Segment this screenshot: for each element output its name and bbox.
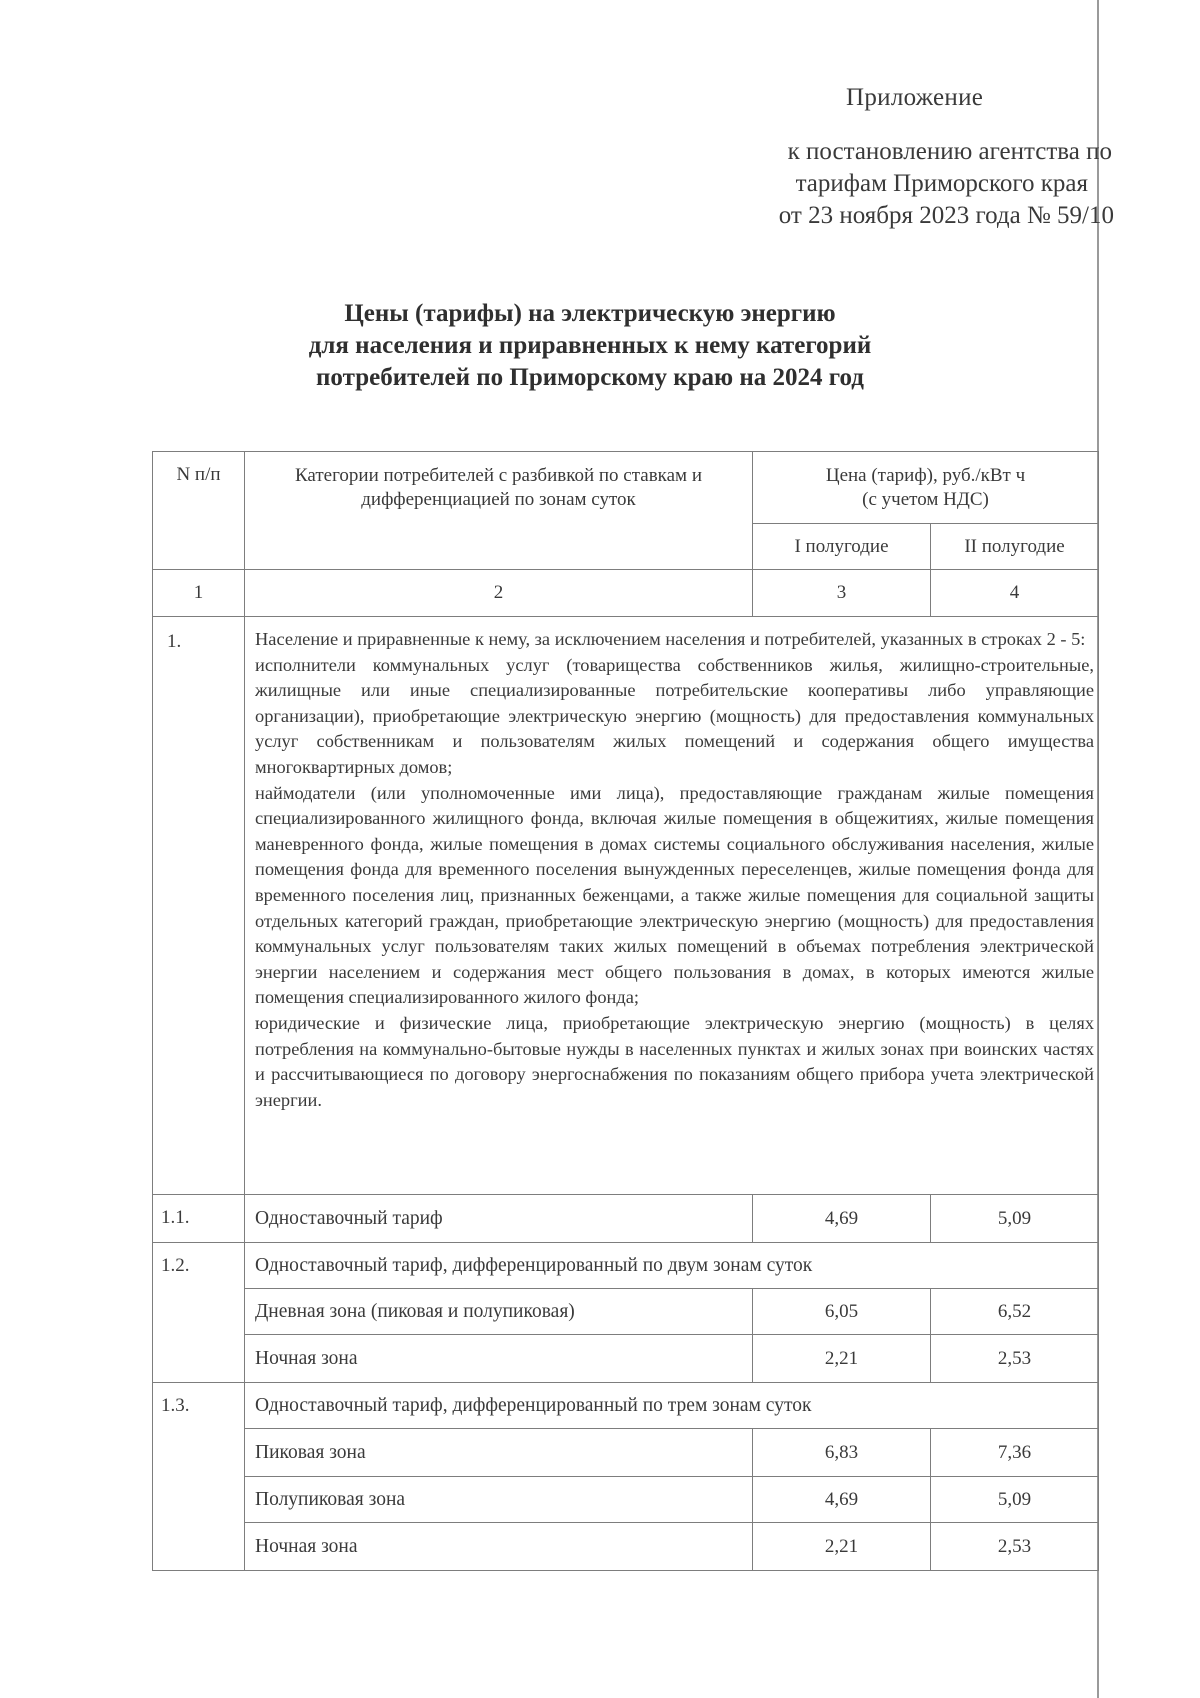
- zone-h1: 6,83: [753, 1429, 931, 1477]
- header-price: [753, 452, 1099, 524]
- row-1-3-num: 1.3.: [153, 1383, 245, 1571]
- header-category: Категории потребителей с разбивкой по ставкам и дифференциацией по зонам суток: [245, 452, 753, 570]
- zone-h2: 2,53: [931, 1335, 1099, 1383]
- row-1-1-num: 1.1.: [153, 1195, 245, 1243]
- section-1-paragraph: юридические и физические лица, приобретающие электрическую энергию (мощность) в целях потребления на коммунально-бытовые нужды в населенных пунктах и жилых зонах при воинских частях и рассчитывающиеся по договору энергоснабжения по показаниям общего прибора учета электрической энергии.: [255, 1012, 1095, 1110]
- section-1-paragraph: наймодатели (или уполномоченные ими лица), предоставляющие гражданам жилые помещения специализированного жилищного фонда, включая жилые помещения в общежитиях, жилые помещения маневренного фонда, жилые помещения в домах системы социального обслуживания населения, жилые помещения фонда для временного поселения вынужденных переселенцев, жилые помещения фонда для временного поселения лиц, признанных беженцами, а также жилые помещения для социальной защиты отдельных категорий граждан, приобретающие электрическую энергию (мощность) для предоставления коммунальных услуг пользователям таких жилых помещений в объемах потребления электрической энергии населением и содержания мест общего пользования в домах, в которых имеются жилые помещения специализированного жилого фонда;: [255, 782, 1095, 1008]
- zone-h2: 7,36: [931, 1429, 1099, 1477]
- section-1-num: 1.: [153, 617, 245, 1195]
- appendix-title: Приложение: [846, 84, 984, 111]
- zone-h2: 2,53: [931, 1523, 1099, 1571]
- row-1-3-label: Одноставочный тариф, дифференцированный по трем зонам суток: [245, 1383, 1099, 1429]
- zone-h1: 4,69: [753, 1477, 931, 1523]
- column-number: 4: [931, 570, 1099, 617]
- row-1-1-label: Одноставочный тариф: [245, 1195, 753, 1243]
- title-line: потребителей по Приморскому краю на 2024 год: [316, 364, 864, 391]
- tariff-table: [152, 451, 1099, 1571]
- header-half-2: II полугодие: [931, 524, 1099, 570]
- header-half-1: I полугодие: [753, 524, 931, 570]
- zone-h2: 5,09: [931, 1477, 1099, 1523]
- title-line: Цены (тарифы) на электрическую энергию: [344, 300, 836, 327]
- row-1-2-label: Одноставочный тариф, дифференцированный по двум зонам суток: [245, 1243, 1099, 1289]
- title-line: для населения и приравненных к нему категорий: [308, 332, 872, 359]
- zone-label: Дневная зона (пиковая и полупиковая): [245, 1289, 753, 1335]
- row-1-1-h2: 5,09: [931, 1195, 1099, 1243]
- header-price-label: Цена (тариф), руб./кВт ч: [825, 465, 1026, 486]
- zone-label: Ночная зона: [245, 1523, 753, 1571]
- row-1-2-num: 1.2.: [153, 1243, 245, 1383]
- zone-h2: 6,52: [931, 1289, 1099, 1335]
- appendix-line-2: тарифам Приморского края: [795, 170, 1088, 197]
- section-1-description: [245, 617, 1099, 1195]
- zone-h1: 2,21: [753, 1523, 931, 1571]
- zone-label: Полупиковая зона: [245, 1477, 753, 1523]
- section-1-paragraph: Население и приравненные к нему, за исключением населения и потребителей, указанных в строках 2 - 5:: [255, 629, 1086, 649]
- zone-label: Ночная зона: [245, 1335, 753, 1383]
- column-number: 1: [153, 570, 245, 617]
- column-number: 2: [245, 570, 753, 617]
- header-price-note: (с учетом НДС): [862, 489, 989, 510]
- section-1-paragraph: исполнители коммунальных услуг (товарищества собственников жилья, жилищно-строительные, жилищные или иные специализированные потребительские кооперативы либо управляющие организации), приобретающие электрическую энергию (мощность) для предоставления коммунальных услуг собственникам и пользователям жилых помещений и содержания общего имущества многоквартирных домов;: [255, 654, 1095, 777]
- row-1-1-h1: 4,69: [753, 1195, 931, 1243]
- appendix-line-3: от 23 ноября 2023 года № 59/10: [778, 202, 1114, 229]
- document-title: [150, 298, 1030, 394]
- appendix-line-1: к постановлению агентства по: [787, 138, 1112, 165]
- zone-h1: 6,05: [753, 1289, 931, 1335]
- column-number: 3: [753, 570, 931, 617]
- header-num: N п/п: [153, 452, 245, 570]
- zone-h1: 2,21: [753, 1335, 931, 1383]
- zone-label: Пиковая зона: [245, 1429, 753, 1477]
